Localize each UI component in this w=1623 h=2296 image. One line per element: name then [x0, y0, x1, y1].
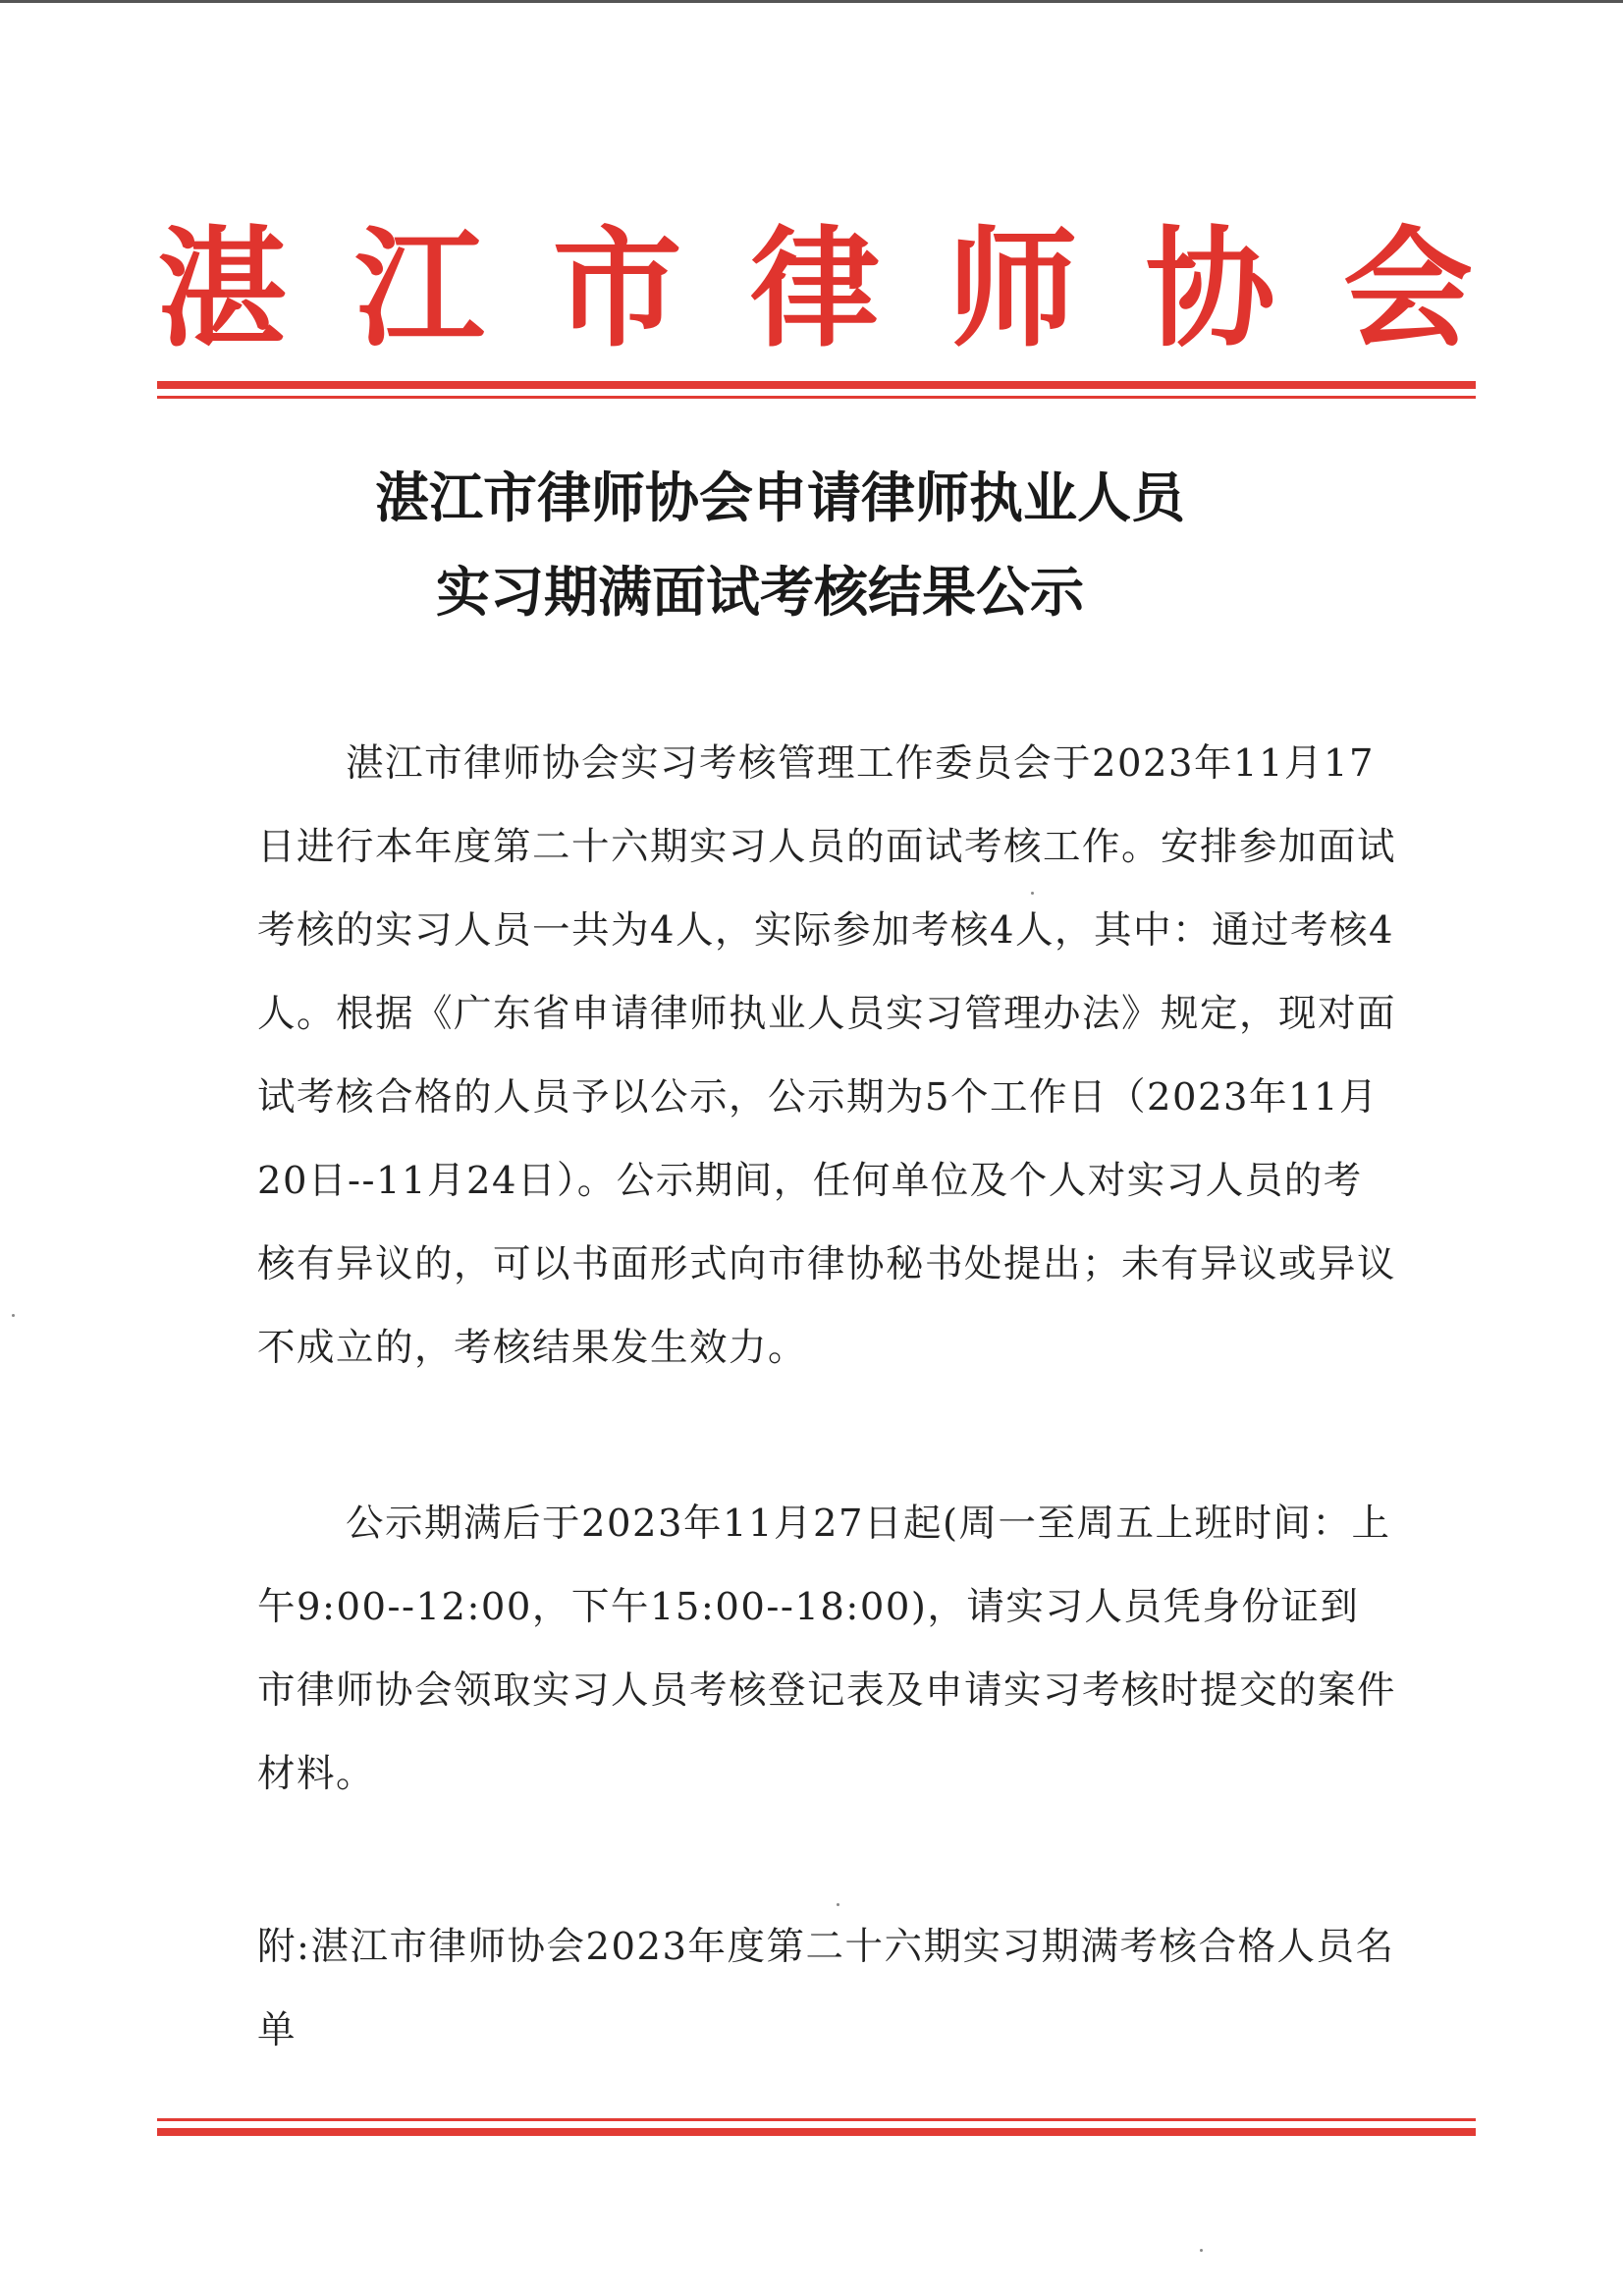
- page-top-edge: [0, 0, 1623, 3]
- letterhead-char: 师: [947, 214, 1078, 365]
- letterhead-char: 协: [1145, 214, 1275, 365]
- scan-speck: [12, 1314, 15, 1317]
- footer-rule-thin: [157, 2118, 1476, 2121]
- document-title-line-2: 实习期满面试考核结果公示: [436, 561, 1085, 624]
- letterhead-char: 江: [354, 214, 485, 365]
- letterhead-char: 律: [749, 214, 880, 365]
- scan-speck: [1200, 2249, 1203, 2252]
- letterhead-rule-thin: [157, 396, 1476, 399]
- letterhead-char: 市: [552, 214, 682, 365]
- footer-rule-thick: [157, 2128, 1476, 2136]
- letterhead-rule-thick: [157, 381, 1476, 389]
- body-paragraph-1: 湛江市律师协会实习考核管理工作委员会于2023年11月17日进行本年度第二十六期实习人员的面试考核工作。安排参加面试考核的实习人员一共为4人，实际参加考核4人，其中：通过考核4人。根据《广东省申请律师执业人员实习管理办法》规定，现对面试考核合格的人员予以公示，公示期为5个工作日（2023年11月20日--11月24日）。公示期间，任何单位及个人对实习人员的考核有异议的，可以书面形式向市律协秘书处提出；未有异议或异议不成立的，考核结果发生效力。: [257, 741, 1397, 1370]
- letterhead-title: [157, 216, 1473, 363]
- document-title-line-1: 湛江市律师协会申请律师执业人员: [375, 466, 1186, 529]
- attachment-note: 附:湛江市律师协会2023年度第二十六期实习期满考核合格人员名单: [257, 1925, 1395, 2052]
- body-paragraph-2: 公示期满后于2023年11月27日起(周一至周五上班时间：上午9:00--12:00，下午15:00--18:00)，请实习人员凭身份证到市律师协会领取实习人员考核登记表及申请实习考核时提交的案件材料。: [257, 1502, 1397, 1796]
- scan-speck: [837, 1903, 839, 1906]
- letterhead-char: 会: [1342, 214, 1473, 365]
- scan-speck: [1031, 892, 1034, 895]
- letterhead-char: 湛: [157, 214, 287, 365]
